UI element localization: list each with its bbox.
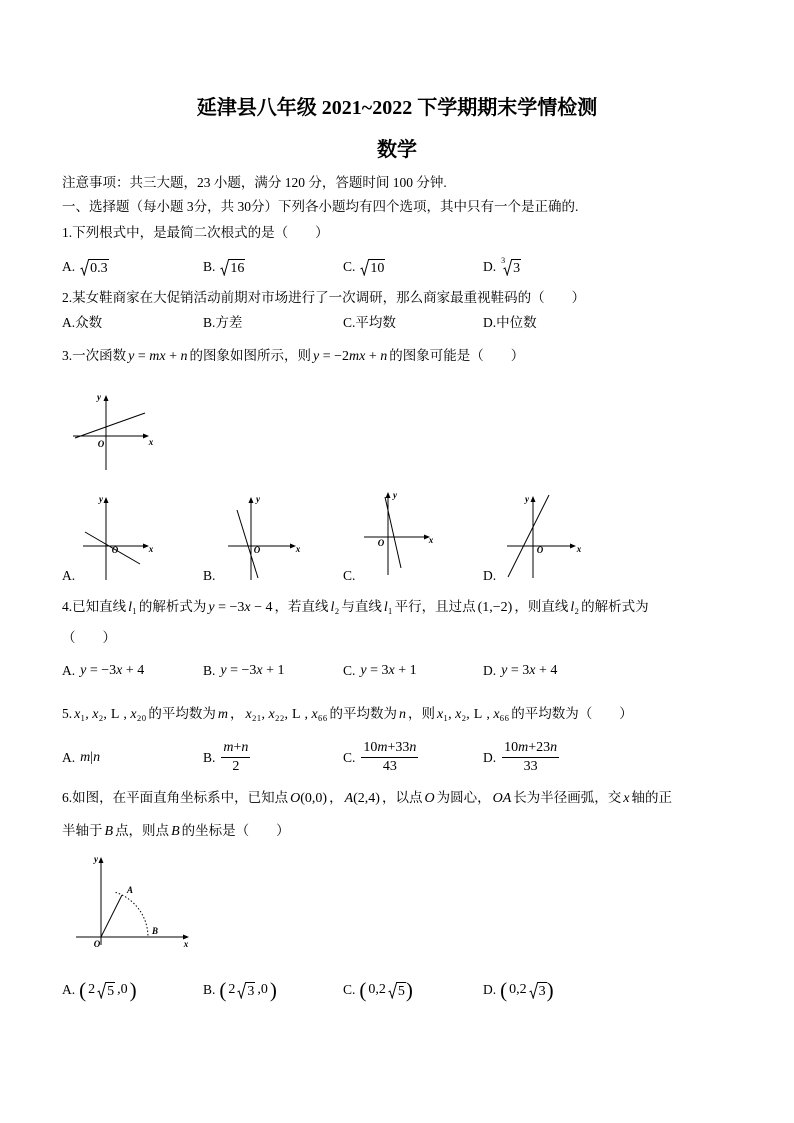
option-label: D. [483, 663, 497, 678]
coordinate-pre: 0,2 [368, 982, 386, 997]
q3-option-c-label: C. [343, 568, 356, 583]
option-d-graph [507, 494, 582, 578]
math-variable: l [128, 600, 133, 615]
subject-title: 数学 [377, 139, 417, 161]
radical-sign [360, 259, 369, 276]
math-variable: A [344, 791, 354, 806]
math-variable: x [92, 707, 99, 722]
stem-text: ， [230, 706, 244, 721]
math-variable: m [217, 707, 229, 722]
math-variable: x [116, 663, 123, 678]
coordinate-post: ,0 [257, 982, 268, 997]
q5-stem [62, 704, 633, 725]
stem-text: ，以点 [381, 790, 423, 805]
math-expression: y = −2mx + n [312, 349, 388, 364]
option-text: 中位数 [496, 315, 537, 330]
q4-stem [62, 597, 649, 618]
option-label: D. [483, 315, 497, 330]
square-root [80, 259, 109, 276]
q3-option-b-label: B. [203, 568, 216, 583]
math-expression [397, 707, 408, 722]
math-expression: , x₂₀ [123, 707, 147, 722]
y-axis-label: y [525, 494, 529, 504]
math-variable: x [388, 663, 395, 678]
numerator: m+n [221, 740, 250, 758]
math-variable: x [256, 663, 263, 678]
close-paren: ) [405, 978, 413, 1002]
math-variable: OA [492, 791, 512, 806]
math-variable: y [360, 663, 367, 678]
option-label: A. [62, 315, 76, 330]
radicand: 3 [538, 983, 546, 999]
q6-option-c [343, 978, 413, 1002]
radicand: 3 [247, 983, 255, 999]
stem-text: ，则 [408, 706, 436, 721]
stem-text: 的图象可能是（ ） [389, 348, 525, 363]
q6-option-d [483, 978, 554, 1002]
math-expression: l₂ [570, 600, 580, 615]
math-expression: x₂₁, x₂₂, [245, 707, 288, 722]
math-variable: x [493, 707, 500, 722]
origin-label: O [111, 545, 119, 555]
option-a-graph [83, 494, 154, 580]
option-label: A. [62, 982, 76, 997]
root-index: 3 [501, 255, 506, 265]
math-expression [621, 791, 631, 806]
math-variable: x [244, 600, 251, 615]
fraction [221, 740, 250, 775]
math-variable: n [399, 707, 407, 722]
math-expression [103, 824, 116, 839]
math-variable: m [223, 740, 234, 755]
x-axis-label: x [295, 544, 301, 554]
radicand: 0.3 [90, 260, 108, 276]
radicand: 16 [230, 260, 245, 276]
math-variable: n [550, 740, 558, 755]
option-label: B. [203, 982, 216, 997]
square-root [220, 259, 245, 276]
option-label: B. [203, 749, 216, 765]
stem-text: 6.如图，在平面直角坐标系中，已知点 [62, 790, 289, 805]
option-text: 众数 [75, 315, 103, 330]
ellipsis-glyph: L [110, 707, 120, 722]
radicand: 5 [107, 983, 115, 999]
math-variable: x [437, 707, 444, 722]
q6-stem-line1 [62, 788, 672, 809]
stem-text: 的坐标是（ ） [181, 823, 290, 838]
cube-root [501, 255, 521, 276]
q4-option-d [483, 661, 559, 681]
radical-sign [237, 982, 246, 999]
option-label: D. [483, 749, 497, 765]
q5-option-d [483, 740, 559, 775]
close-paren: ) [129, 978, 137, 1002]
q5-option-b [203, 740, 250, 775]
math-variable: x [311, 707, 318, 722]
math-expression: , x₆₆ [304, 707, 328, 722]
stem-text: 半轴于 [62, 823, 103, 838]
x-axis-label: x [576, 544, 582, 554]
option-text: 方差 [215, 315, 243, 330]
math-expression: l₁ [128, 600, 137, 615]
math-variable: x [529, 663, 536, 678]
y-axis-label: y [256, 494, 260, 504]
stem-text: 为圆心， [436, 790, 491, 805]
section-heading: 一、选择题（每小题 3分，共 30分）下列各小题均有四个选项，其中只有一个是正确的. [62, 199, 579, 214]
option-label: D. [483, 259, 497, 274]
q6-stem-line2 [62, 821, 290, 842]
x-axis-label: x [148, 437, 154, 447]
option-label: B. [203, 259, 216, 274]
option-label: A. [62, 663, 76, 678]
option-expression: m|n [80, 749, 101, 765]
math-expression: x₁, x₂, [74, 707, 107, 722]
square-root [97, 982, 115, 999]
y-axis-arrow [99, 857, 104, 863]
math-variable: x [74, 707, 81, 722]
q6-option-a [62, 978, 137, 1002]
q2-option-a [62, 313, 102, 333]
open-paren: ( [219, 978, 227, 1002]
math-variable: n [93, 749, 101, 765]
q2-stem: 2.某女鞋商家在大促销活动前期对市场进行了一次调研，那么商家最重视鞋码的（ ） [62, 290, 586, 305]
fraction [502, 740, 559, 775]
q3-option-a-label: A. [62, 568, 76, 583]
math-expression: l₂ [330, 600, 340, 615]
radicand: 3 [513, 260, 521, 276]
option-label: C. [343, 982, 356, 997]
coordinate-post: ,0 [117, 982, 128, 997]
segment-oa [101, 895, 122, 937]
math-variable: y [208, 600, 215, 615]
exam-title: 延津县八年级 2021~2022 下学期期末学情检测 [196, 97, 598, 119]
math-variable: B [104, 824, 114, 839]
q3-stem [62, 346, 524, 367]
stem-text: 长为半径画弧，交 [513, 790, 622, 805]
denominator: 33 [523, 759, 538, 774]
option-label: A. [62, 259, 76, 274]
denominator: 43 [382, 759, 397, 774]
x-axis-label: x [183, 939, 189, 949]
close-paren: ) [269, 978, 277, 1002]
open-paren: ( [359, 978, 367, 1002]
math-variable: mx [149, 349, 166, 364]
stem-text: 平行，且过点 [394, 599, 476, 614]
x-axis-label: x [148, 544, 154, 554]
math-expression: y = −3x − 4 [208, 600, 273, 615]
q4-answer-paren: （ ） [62, 630, 116, 645]
math-variable: mx [349, 349, 366, 364]
origin-label: O [536, 545, 544, 555]
math-expression: x₁, x₂, [437, 707, 470, 722]
stem-text: 点，则点 [115, 823, 170, 838]
math-expression [216, 707, 230, 722]
radical-sign [220, 259, 229, 276]
coordinate-pre: 2 [88, 982, 96, 997]
stem-text: 的平均数为（ ） [511, 706, 633, 721]
q3-given-graph [65, 385, 160, 475]
math-variable: l [383, 600, 388, 615]
q3-option-graphs [60, 488, 600, 584]
q4-option-b [203, 661, 287, 681]
math-variable: y [501, 663, 508, 678]
y-axis-arrow [531, 496, 536, 502]
function-line [385, 497, 401, 568]
option-expression: y = 3x + 4 [501, 663, 558, 678]
math-expression: , x₆₆ [486, 707, 510, 722]
math-variable: O [290, 791, 301, 806]
math-variable: y [220, 663, 227, 678]
option-label: C. [343, 663, 356, 678]
open-paren: ( [500, 978, 508, 1002]
option-expression: y = 3x + 1 [360, 663, 417, 678]
ellipsis-glyph: L [291, 707, 301, 722]
stem-text: 5. [62, 706, 73, 721]
math-variable: y [312, 349, 320, 364]
stem-text: 轴的正 [631, 790, 672, 805]
math-variable: y [80, 663, 87, 678]
option-text: 平均数 [355, 315, 396, 330]
math-variable: O [424, 791, 435, 806]
q1-stem: 1.下列根式中，是最简二次根式的是（ ） [62, 225, 329, 240]
math-expression: (1,−2) [477, 600, 513, 615]
stem-text: 与直线 [341, 599, 382, 614]
math-variable: x [623, 791, 630, 806]
origin-label: O [97, 439, 105, 449]
y-axis-arrow [104, 395, 109, 401]
radical-sign [388, 982, 397, 999]
option-label: C. [343, 749, 356, 765]
stem-text: ， [329, 790, 343, 805]
q3-option-d-label: D. [483, 568, 497, 583]
stem-text: 的解析式为 [138, 599, 207, 614]
square-root [529, 982, 547, 999]
math-variable: x [455, 707, 462, 722]
square-root [237, 982, 255, 999]
radical-sign [529, 982, 538, 999]
y-axis-label: y [97, 392, 101, 402]
math-variable: x [245, 707, 252, 722]
x-axis-arrow [570, 544, 576, 549]
stem-text: 的平均数为 [148, 706, 216, 721]
point-a-label: A [126, 885, 134, 895]
coordinate-pre: 2 [228, 982, 236, 997]
stem-text: 4.已知直线 [62, 599, 127, 614]
math-variable: n [180, 349, 188, 364]
origin-label: O [93, 939, 101, 949]
stem-text: 3.一次函数 [62, 348, 127, 363]
q6-coordinate-figure [70, 850, 195, 952]
y-axis-arrow [386, 492, 391, 498]
square-root [388, 982, 406, 999]
math-variable: l [570, 600, 575, 615]
origin-label: O [253, 545, 261, 555]
math-variable: n [409, 740, 417, 755]
numerator: 10m+23n [502, 740, 559, 758]
math-variable: l [330, 600, 335, 615]
option-label: B. [203, 315, 216, 330]
math-variable: m [518, 740, 529, 755]
q4-option-a [62, 661, 146, 681]
option-expression: y = −3x + 4 [80, 663, 145, 678]
function-line [237, 510, 258, 578]
math-variable: n [380, 349, 388, 364]
numerator: 10m+33n [361, 740, 418, 758]
notice: 注意事项：共三大题，23 小题，满分 120 分，答题时间 100 分钟. [62, 175, 447, 190]
square-root [360, 259, 385, 276]
math-variable: B [171, 824, 180, 839]
y-axis-arrow [104, 497, 109, 503]
math-expression: y = mx + n [128, 349, 188, 364]
x-axis-label: x [428, 535, 434, 545]
coordinate-pre: 0,2 [509, 982, 527, 997]
q6-option-b [203, 978, 277, 1002]
stem-text: 的图象如图所示，则 [189, 348, 311, 363]
q2-option-c [343, 313, 396, 333]
q2-option-b [203, 313, 242, 333]
q1-option-a [62, 257, 109, 277]
option-label: C. [343, 315, 356, 330]
math-variable: n [241, 740, 249, 755]
q5-option-a [62, 740, 102, 775]
stem-text: 的解析式为 [581, 599, 649, 614]
math-variable: x [130, 707, 137, 722]
denominator: 2 [232, 759, 240, 774]
math-expression [491, 791, 514, 806]
option-c-graph [364, 490, 434, 575]
q1-option-d [483, 257, 521, 277]
math-expression [422, 791, 436, 806]
fraction [361, 740, 418, 775]
q4-option-c [343, 661, 419, 681]
function-line [75, 413, 145, 438]
q5-option-c [343, 740, 418, 775]
y-axis-label: y [393, 490, 397, 500]
option-label: B. [203, 663, 216, 678]
y-axis-label: y [94, 854, 98, 864]
q1-option-c [343, 257, 385, 277]
radical-sign [80, 259, 89, 276]
radicand: 5 [397, 983, 405, 999]
y-axis-arrow [249, 497, 254, 503]
option-expression: y = −3x + 1 [220, 663, 285, 678]
math-variable: y [128, 349, 135, 364]
ellipsis-glyph: L [473, 707, 483, 722]
radicand: 10 [370, 260, 385, 276]
q1-option-b [203, 257, 245, 277]
open-paren: ( [79, 978, 87, 1002]
q2-option-d [483, 313, 537, 333]
math-expression: O(0,0) [290, 791, 328, 806]
option-b-graph [228, 494, 301, 580]
option-label: D. [483, 982, 497, 997]
math-variable: x [268, 707, 275, 722]
math-expression: A(2,4) [344, 791, 380, 806]
stem-text: ，则直线 [514, 599, 569, 614]
option-label: A. [62, 749, 76, 765]
point-b-label: B [151, 926, 159, 936]
stem-text: ，若直线 [274, 599, 329, 614]
stem-text: 的平均数为 [329, 706, 398, 721]
y-axis-label: y [99, 494, 103, 504]
math-expression [169, 824, 182, 839]
option-label: C. [343, 259, 356, 274]
math-expression: l₁ [383, 600, 393, 615]
radical-sign [97, 982, 106, 999]
function-line [508, 495, 549, 577]
close-paren: ) [546, 978, 554, 1002]
math-variable: m [80, 749, 91, 765]
math-variable: m [377, 740, 388, 755]
origin-label: O [377, 538, 385, 548]
